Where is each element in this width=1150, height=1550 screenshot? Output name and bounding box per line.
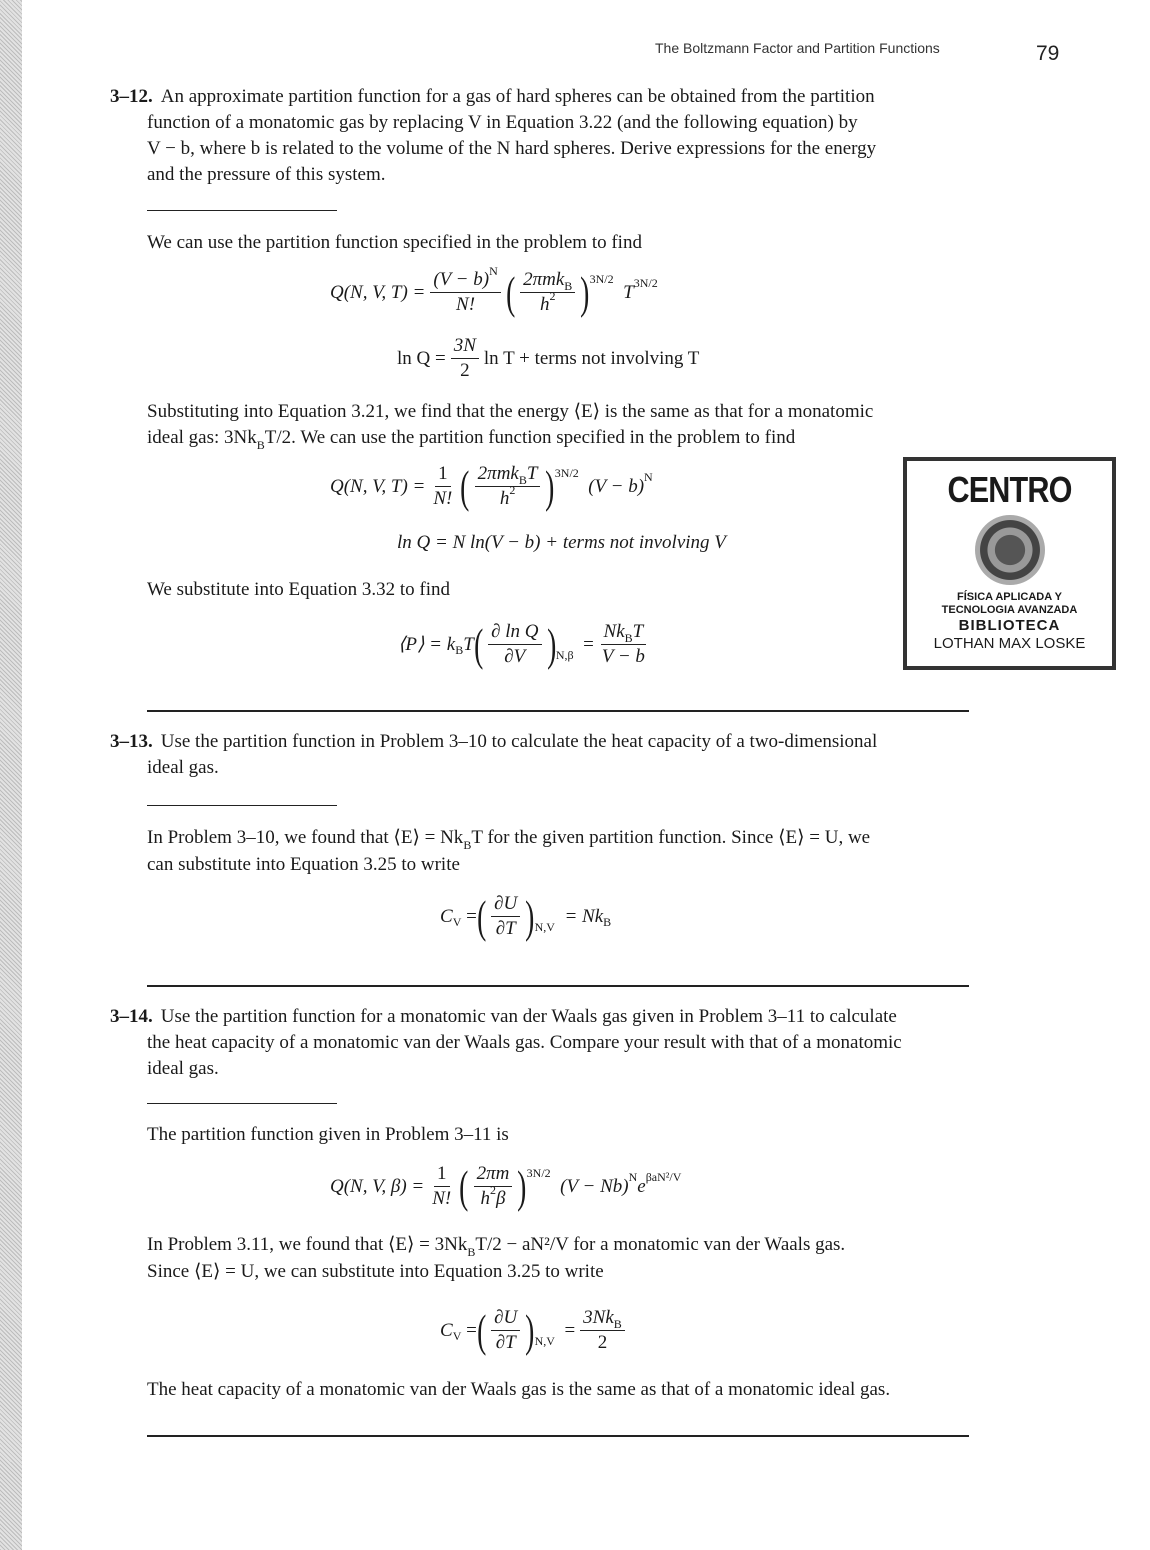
math-text: can substitute into Equation 3.25 to write [147,854,460,875]
fraction [425,462,460,511]
numerator [580,1306,625,1331]
text-line [110,1056,902,1082]
math-text: h [499,488,510,509]
math-text: The heat capacity of a monatomic van der Waals gas is the same as that of a monatomic ideal gas. [147,1379,891,1400]
math-text: 1 [437,1163,447,1184]
math-text: Use the partition function for a monatomic van der Waals gas given in Problem 3–11 to calculate [160,1006,897,1027]
math-text: Substituting into Equation 3.21, we find that the energy ⟨E⟩ is the same as that for a monatomic [147,401,874,422]
fraction-body [474,1162,513,1211]
math-text: T/2 − aN²/V for a monatomic van der Waals gas. [475,1234,846,1255]
fraction [425,264,505,317]
fraction-body [580,1306,625,1355]
right-paren: ) [517,1160,527,1212]
equation-partition-function-2 [330,462,653,511]
exponent: 3N/2 [526,1166,551,1180]
math-text: C [440,1319,453,1341]
superscript: N [644,470,653,484]
text-line [147,577,450,603]
left-paren: ( [476,890,487,942]
denominator [501,645,528,669]
page-number: 79 [1036,42,1060,65]
text-line [147,852,870,878]
math-text: ideal gas. [147,757,219,778]
scan-edge [0,0,22,1550]
right-paren: ) [580,266,590,318]
university-seal-icon [975,515,1045,585]
fraction [594,620,653,669]
problem-divider [147,710,969,712]
text-line [110,84,876,110]
math-text: ∂U [494,1307,518,1328]
subscript: B [463,838,472,852]
solution-3-14-energy [147,1232,845,1285]
math-text: = [573,633,594,655]
text-line [110,110,876,136]
parenthesized-fraction [459,1162,550,1211]
parenthesized-fraction [477,892,555,941]
fraction [446,334,484,383]
text-line [110,1030,902,1056]
equation-heat-capacity [440,892,611,941]
held-constant-subscript: N,V [534,920,555,934]
math-text: An approximate partition function for a gas of hard spheres can be obtained from the partition [160,86,875,107]
library-stamp [903,457,1116,670]
denominator [477,1183,508,1211]
numerator [488,620,541,645]
solution-3-13 [147,825,870,878]
right-paren: ) [525,890,535,942]
math-text: T for the given partition function. Since ⟨E⟩ = U, we [471,827,871,848]
fraction-body [451,334,479,383]
math-text: ∂T [495,1332,516,1353]
denominator [430,487,455,511]
math-text: (V − b) [578,475,645,497]
subscript: B [603,915,612,929]
left-paren: ( [460,460,470,512]
denominator [497,483,519,511]
text-line [147,1259,845,1285]
math-text: 2 [597,1332,608,1353]
math-text: ln T + terms not involving T [483,347,700,369]
text-line [147,825,870,852]
math-text: 3N [453,335,476,356]
solution-3-12-energy [147,399,873,452]
held-constant-subscript: N,β [555,648,574,662]
math-text: 2πm [476,1163,510,1184]
numerator [430,264,500,293]
subscript: B [518,473,527,487]
text-line [110,162,876,188]
math-text: In Problem 3–10, we found that ⟨E⟩ = Nk [147,827,464,848]
numerator [601,620,647,645]
text-line [147,1232,845,1259]
superscript: 2 [549,289,556,303]
text-line [147,1122,509,1148]
math-text: 2 [460,360,470,381]
numerator [475,462,541,487]
subscript: B [455,643,464,657]
parenthesized-fraction [474,620,574,669]
parenthesized-fraction [506,268,614,317]
problem-divider [147,1435,969,1437]
solution-divider [147,210,337,211]
math-text: ∂T [495,918,516,939]
subscript: B [256,438,265,452]
subscript: V [452,915,462,929]
math-text: 1 [438,463,448,484]
math-text: T [526,463,538,484]
text-line [147,425,873,452]
equation-ln-q [397,334,699,383]
equation-van-der-waals-partition [330,1162,681,1211]
math-text: ∂U [494,893,518,914]
denominator [537,289,559,317]
math-text: h [480,1188,490,1209]
math-text: ideal gas: 3Nk [147,427,257,448]
subscript: B [564,279,573,293]
fraction-body [491,1306,520,1355]
numerator [434,1162,450,1187]
math-text: T/2. We can use the partition function specified in the problem to find [264,427,796,448]
denominator [457,359,473,383]
equation-heat-capacity-vdw [440,1306,630,1355]
stamp-line: FÍSICA APLICADA Y [957,591,1062,603]
math-text: Since ⟨E⟩ = U, we can substitute into Equation 3.25 to write [147,1261,604,1282]
denominator [599,645,648,669]
left-paren: ( [476,1304,487,1356]
math-text: ideal gas. [147,1058,219,1079]
fraction-body [430,462,455,511]
equation-partition-function [330,264,658,318]
problem-3-13 [110,729,877,781]
solution-divider [147,1103,337,1104]
denominator [493,917,519,941]
solution-3-14-conclusion [147,1377,890,1403]
math-text: (V − Nb) [550,1175,629,1197]
math-text: We substitute into Equation 3.32 to find [147,579,450,600]
math-text: e [637,1175,646,1197]
math-text: β [495,1188,506,1209]
math-text: In Problem 3.11, we found that ⟨E⟩ = 3Nk [147,1234,468,1255]
math-text: The partition function given in Problem 3–11 is [147,1124,509,1145]
math-text: = [554,1319,576,1341]
right-paren: ) [525,1304,535,1356]
numerator [491,1306,520,1331]
math-text: Nk [603,621,625,642]
math-text: 2πmk [523,269,565,290]
denominator [429,1187,454,1211]
math-text: Q(N, V, T) = [330,281,426,303]
equation-ln-q-2 [397,532,726,554]
math-text: T [613,281,634,303]
denominator [453,293,478,317]
math-text: 3Nk [583,1307,614,1328]
left-paren: ( [473,618,484,670]
text-line [110,729,877,755]
right-paren: ) [545,460,555,512]
math-text: (V − b) [433,269,490,290]
fraction-body [599,620,648,669]
superscript: 2 [489,1183,496,1197]
fraction-body [520,268,575,317]
math-text: ⟨P⟩ = k [398,634,456,655]
math-text: We can use the partition function specified in the problem to find [147,232,642,253]
solution-3-12-pressure-intro [147,577,450,603]
fraction-body [429,1162,454,1211]
superscript: 2 [509,483,516,497]
numerator [435,462,451,487]
exponent: 3N/2 [589,272,614,286]
text-line [147,230,642,256]
numerator [451,334,479,359]
math-text: = Nk [554,905,604,927]
stamp-library: BIBLIOTECA [958,617,1061,634]
superscript: βaN²/V [645,1170,682,1184]
fraction-body [475,462,541,511]
problem-number: 3–13. [110,731,153,752]
equation-pressure [398,620,653,669]
problem-number: 3–14. [110,1006,153,1027]
math-text: function of a monatomic gas by replacing V in Equation 3.22 (and the following equation) by [147,112,858,133]
exponent: 3N/2 [554,466,579,480]
text-line [147,1377,890,1403]
math-text: Use the partition function in Problem 3–10 to calculate the heat capacity of a two-dimensional [160,731,878,752]
math-text: T [632,621,644,642]
math-text: the heat capacity of a monatomic van der Waals gas. Compare your result with that of a monatomic [147,1032,902,1053]
math-text: C [440,905,453,927]
fraction-body [488,620,541,669]
text-line [110,755,877,781]
problem-3-12 [110,84,876,188]
denominator [493,1331,519,1355]
stamp-line: TECNOLOGIA AVANZADA [941,604,1078,616]
math-text: h [539,294,550,315]
solution-3-12-intro [147,230,642,256]
problem-number: 3–12. [110,86,153,107]
math-text: ∂V [504,646,526,667]
parenthesized-fraction [477,1306,555,1355]
problem-divider [147,985,969,987]
math-text: V − b, where b is related to the volume of the N hard spheres. Derive expressions for the energy [147,138,877,159]
math-text: ln Q = [397,347,446,369]
text-line [110,1004,902,1030]
right-paren: ) [546,618,556,670]
subscript: V [452,1329,462,1343]
fraction-body [491,892,520,941]
math-text: V − b [601,646,645,667]
math-text: Q(N, V, β) = [330,1175,425,1197]
left-paren: ( [505,266,516,318]
numerator [491,892,520,917]
stamp-title: CENTRO [947,469,1072,510]
fraction [575,1306,630,1355]
math-text: T [463,633,474,655]
math-text: ln Q = N ln(V − b) + terms not involving V [397,532,726,553]
subscript: B [467,1245,476,1259]
subscript: B [624,631,633,645]
superscript: N [628,1170,638,1184]
math-text: N! [432,1188,452,1209]
math-text: = [461,1319,477,1341]
parenthesized-fraction [460,462,578,511]
numerator [520,268,575,293]
math-text: and the pressure of this system. [147,164,386,185]
superscript: 3N/2 [633,276,658,290]
superscript: N [489,264,498,278]
held-constant-subscript: N,V [534,1334,555,1348]
text-line [110,136,876,162]
math-text: N! [433,488,453,509]
stamp-name: LOTHAN MAX LOSKE [933,635,1086,652]
left-paren: ( [459,1160,469,1212]
math-text: N! [456,294,476,315]
problem-3-14 [110,1004,902,1082]
math-text: 2πmk [477,463,519,484]
subscript: B [613,1317,622,1331]
solution-3-14-intro [147,1122,509,1148]
solution-divider [147,805,337,806]
running-title: The Boltzmann Factor and Partition Functions [655,40,940,56]
fraction [424,1162,459,1211]
fraction-body [430,264,500,317]
text-line [147,399,873,425]
math-text: ∂ ln Q [491,621,539,642]
math-text: = [461,905,477,927]
denominator [595,1331,611,1355]
math-text: Q(N, V, T) = [330,475,426,497]
